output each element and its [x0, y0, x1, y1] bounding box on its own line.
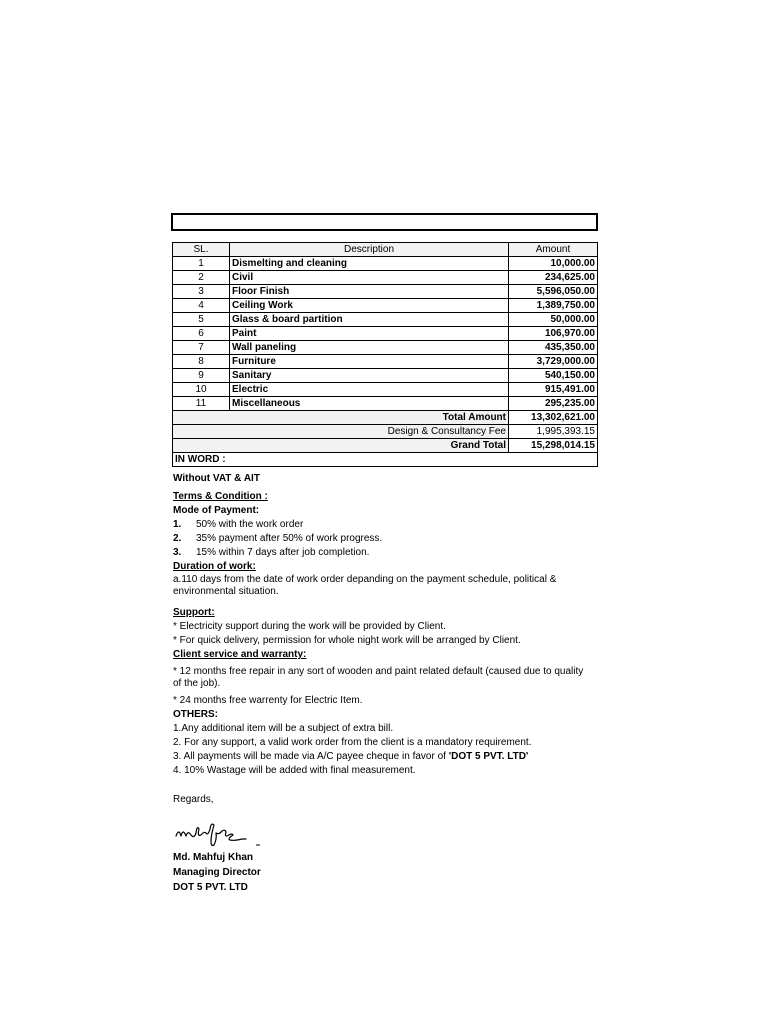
others-item: 2. For any support, a valid work order from the client is a mandatory requirement.	[173, 737, 532, 748]
row-amount: 10,000.00	[509, 257, 598, 271]
table-row	[173, 271, 598, 285]
payment-text: 35% payment after 50% of work progress.	[196, 533, 383, 544]
row-sl: 9	[173, 369, 230, 383]
row-amount: 50,000.00	[509, 313, 598, 327]
others-heading: OTHERS:	[173, 709, 218, 720]
table-row	[173, 383, 598, 397]
others-item	[173, 750, 593, 764]
support-item: * Electricity support during the work will be provided by Client.	[173, 621, 446, 632]
vat-note: Without VAT & AIT	[173, 473, 260, 484]
table-row	[173, 327, 598, 341]
row-description: Ceiling Work	[230, 299, 509, 313]
row-sl: 11	[173, 397, 230, 411]
row-description: Floor Finish	[230, 285, 509, 299]
table-header-row	[173, 243, 598, 257]
signer-company: DOT 5 PVT. LTD	[173, 882, 248, 893]
grand-total-value: 15,298,014.15	[509, 439, 598, 453]
payment-text: 15% within 7 days after job completion.	[196, 547, 370, 558]
signer-name: Md. Mahfuj Khan	[173, 852, 253, 863]
row-description: Electric	[230, 383, 509, 397]
row-description: Sanitary	[230, 369, 509, 383]
support-heading: Support:	[173, 607, 215, 618]
header-amount: Amount	[509, 243, 598, 257]
warranty-heading: Client service and warranty:	[173, 649, 307, 660]
fee-row	[173, 425, 598, 439]
fee-value: 1,995,393.15	[509, 425, 598, 439]
payment-num: 3.	[173, 547, 182, 558]
company-quote: 'DOT 5 PVT. LTD'	[448, 751, 529, 762]
table-row	[173, 355, 598, 369]
row-sl: 4	[173, 299, 230, 313]
total-label: Total Amount	[173, 411, 509, 425]
table-row	[173, 369, 598, 383]
row-amount: 106,970.00	[509, 327, 598, 341]
row-amount: 295,235.00	[509, 397, 598, 411]
row-sl: 7	[173, 341, 230, 355]
warranty-item: * 24 months free warrenty for Electric Item.	[173, 695, 363, 706]
row-sl: 1	[173, 257, 230, 271]
duration-heading: Duration of work:	[173, 561, 256, 572]
table-row	[173, 285, 598, 299]
grand-total-row	[173, 439, 598, 453]
table-row	[173, 397, 598, 411]
support-item: * For quick delivery, permission for whole night work will be arranged by Client.	[173, 635, 521, 646]
payment-num: 1.	[173, 519, 182, 530]
row-sl: 8	[173, 355, 230, 369]
row-amount: 915,491.00	[509, 383, 598, 397]
title-box	[171, 213, 598, 231]
row-description: Paint	[230, 327, 509, 341]
cost-table	[172, 242, 598, 467]
signer-title: Managing Director	[173, 867, 261, 878]
row-description: Furniture	[230, 355, 509, 369]
row-description: Wall paneling	[230, 341, 509, 355]
row-description: Dismelting and cleaning	[230, 257, 509, 271]
payment-num: 2.	[173, 533, 182, 544]
in-word-row	[173, 453, 598, 467]
total-row	[173, 411, 598, 425]
grand-total-label: Grand Total	[173, 439, 509, 453]
row-amount: 3,729,000.00	[509, 355, 598, 369]
others-item-text: 3. All payments will be made via A/C payee cheque in favor of	[173, 751, 449, 762]
fee-label: Design & Consultancy Fee	[173, 425, 509, 439]
payment-item	[173, 546, 593, 560]
row-amount: 5,596,050.00	[509, 285, 598, 299]
terms-heading: Terms & Condition :	[173, 491, 268, 502]
row-description: Civil	[230, 271, 509, 285]
row-sl: 5	[173, 313, 230, 327]
signature-block	[173, 850, 261, 895]
row-sl: 10	[173, 383, 230, 397]
others-item: 1.Any additional item will be a subject of extra bill.	[173, 723, 394, 734]
duration-text: a.110 days from the date of work order depanding on the payment schedule, political & environmental situation.	[173, 574, 557, 597]
header-sl: SL.	[173, 243, 230, 257]
row-amount: 234,625.00	[509, 271, 598, 285]
regards-text: Regards,	[173, 794, 214, 805]
warranty-item: * 12 months free repair in any sort of wooden and paint related default (caused due to quality of the job).	[173, 666, 584, 689]
payment-item	[173, 518, 593, 532]
terms-section	[173, 472, 593, 778]
row-amount: 540,150.00	[509, 369, 598, 383]
row-sl: 3	[173, 285, 230, 299]
table-row	[173, 341, 598, 355]
header-description: Description	[230, 243, 509, 257]
payment-item	[173, 532, 593, 546]
row-amount: 1,389,750.00	[509, 299, 598, 313]
total-value: 13,302,621.00	[509, 411, 598, 425]
row-sl: 6	[173, 327, 230, 341]
payment-heading: Mode of Payment:	[173, 505, 260, 516]
signature-image	[174, 816, 260, 850]
row-amount: 435,350.00	[509, 341, 598, 355]
row-sl: 2	[173, 271, 230, 285]
table-row	[173, 313, 598, 327]
table-row	[173, 299, 598, 313]
others-item: 4. 10% Wastage will be added with final measurement.	[173, 765, 416, 776]
row-description: Glass & board partition	[230, 313, 509, 327]
row-description: Miscellaneous	[230, 397, 509, 411]
in-word-label: IN WORD :	[173, 453, 598, 467]
payment-text: 50% with the work order	[196, 519, 304, 530]
table-row	[173, 257, 598, 271]
